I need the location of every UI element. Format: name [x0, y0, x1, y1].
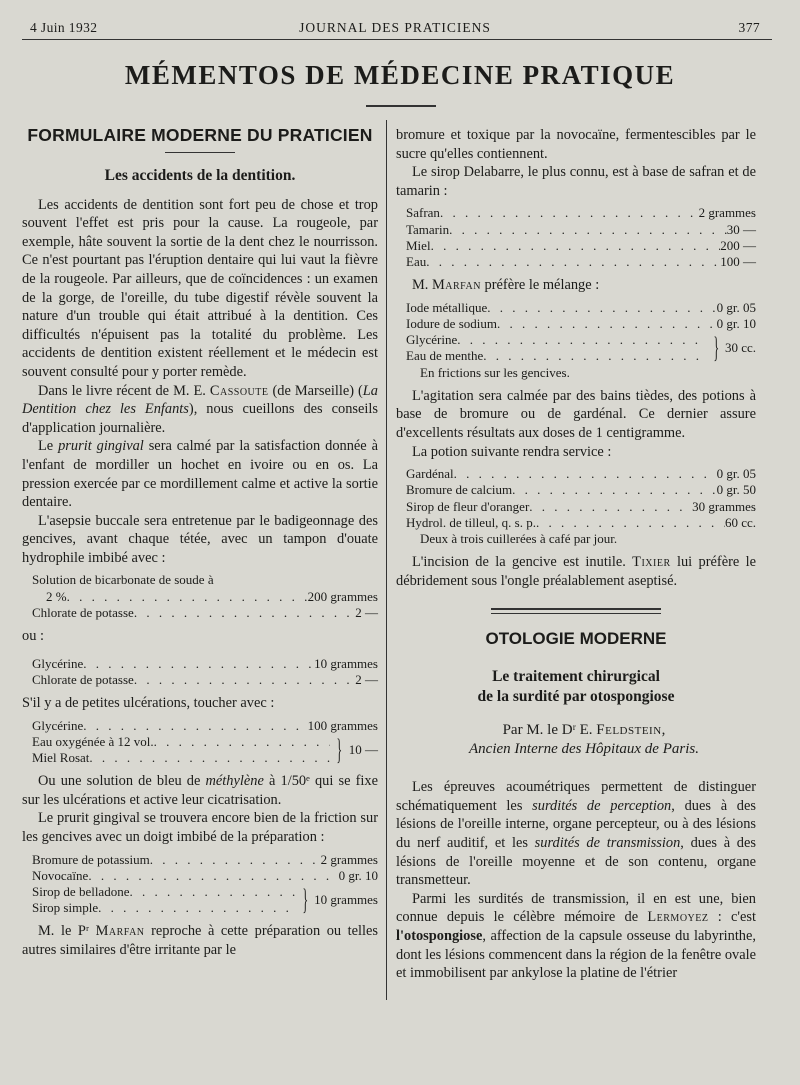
- leader-dots: [483, 348, 706, 364]
- leader-dots: [134, 672, 355, 688]
- rx-ingredient: Solution de bicarbonate de soude à: [32, 572, 214, 588]
- section-title-formulaire: FORMULAIRE MODERNE DU PRATICIEN: [27, 125, 373, 145]
- text: M.: [412, 277, 432, 294]
- paragraph: [396, 553, 756, 590]
- rx-line: [32, 589, 378, 605]
- rx-line: [32, 900, 296, 916]
- rx-quantity: 100 —: [720, 253, 756, 269]
- rx-quantity: 200 grammes: [307, 588, 378, 604]
- leader-dots: [449, 222, 727, 238]
- leader-dots: [426, 254, 720, 270]
- term: méthylène: [205, 773, 264, 790]
- text: M. le Pʳ: [38, 923, 96, 940]
- rx-quantity: 30 cc.: [724, 340, 756, 356]
- rx-line: [32, 750, 330, 766]
- rx-quantity: 30 —: [726, 221, 756, 237]
- rx-ingredient: Glycérine: [32, 717, 84, 733]
- rx-ingredient: Sirop de fleur d'oranger: [406, 498, 530, 514]
- paragraph: L'asepsie buccale sera entretenue par le badigeonnage des gencives, avant chaque tétée, avec un tampon d'ouate hydrophile imbibé avec :: [22, 512, 378, 566]
- rx-quantity: 10 grammes: [314, 892, 378, 908]
- term: prurit gingival: [58, 438, 144, 455]
- rx-line: [32, 868, 378, 884]
- rx-quantity: 100 grammes: [307, 717, 378, 733]
- rx-quantity: 10 —: [348, 741, 378, 757]
- paragraph: Les accidents de dentition sont fort peu de chose et trop souvent l'effet est pris pour la cause. La rougeole, par exemple, hâte souvent la sortie de la dent chez le nourrisson. Ce n'est pourtant pas l'éruption dentaire qui lui vaut la fièvre de la rougeole. Par ailleurs, que de coïncidences : un examen de la gorge, de l'oreille, du tube digestif révèle souvent la nature d'un trouble qui était attribué à la dentition. Ces difficultés n'épuisent pas la totalité du problème. Les accidents de dentition existent réellement et le médecin est souvent consulté pour y porter remède.: [22, 196, 378, 380]
- rx-line: [32, 734, 330, 750]
- leader-dots: [88, 868, 338, 884]
- paragraph: [22, 922, 378, 959]
- leader-dots: [67, 589, 308, 605]
- rx-quantity: 0 gr. 10: [716, 315, 756, 331]
- author-name: Marfan: [432, 277, 481, 294]
- rx-ingredient: Chlorate de potasse: [32, 604, 134, 620]
- prescription-5: [406, 205, 756, 270]
- section-rule: [165, 152, 235, 153]
- author-name: Tixier: [632, 554, 671, 571]
- title-rule: [366, 105, 436, 107]
- rx-line: [32, 884, 296, 900]
- rx-ingredient: Glycérine: [32, 655, 84, 671]
- rx-line: [32, 718, 378, 734]
- text: , dues à des lésions de l'oreille moyenne et de son contenu, organe transmetteur.: [396, 834, 756, 889]
- rx-quantity: 30 grammes: [692, 498, 756, 514]
- article-title-line: Le traitement chirurgical: [492, 667, 660, 685]
- leader-dots: [83, 656, 314, 672]
- prescription-7: [406, 466, 756, 547]
- rx-quantity: 0 gr. 50: [716, 482, 756, 498]
- rx-ingredient: Eau oxygénée à 12 vol.: [32, 733, 154, 749]
- rx-ingredient: Eau de menthe: [406, 348, 484, 364]
- rx-quantity: 0 gr. 10: [338, 867, 378, 883]
- rx-line: [406, 466, 756, 482]
- rx-ingredient: Bromure de potassium: [32, 851, 150, 867]
- text: reproche à cette préparation ou telles autres similaires d'être irritante par le: [22, 923, 379, 959]
- rx-quantity: 0 gr. 05: [716, 299, 756, 315]
- text: ), nous cueillons des conseils d'application journalière.: [22, 401, 378, 436]
- text: , affection de la capsule osseuse du labyrinthe, dont les lésions commencent dans la région de la fenêtre ovale et immobilisent par ankylose la platine de l'étrier: [396, 927, 756, 982]
- leader-dots: [83, 718, 307, 734]
- rx-note: Deux à trois cuillerées à café par jour.: [420, 530, 618, 546]
- rx-quantity: 10 grammes: [314, 655, 378, 671]
- left-column: [22, 124, 378, 960]
- paragraph: [396, 778, 756, 890]
- rx-line: [406, 238, 756, 254]
- rx-ingredient: Miel: [406, 237, 431, 253]
- text: , dues à des lésions de l'oreille interne, organe percepteur, ou à des lésions du nerf auditif, et les: [396, 797, 756, 851]
- text: sera calmé par la satisfaction donnée à l'enfant de mordiller un hochet en ivoire ou en os. La pression exercée par ce mordillement calme et active la sortie dentaire.: [22, 438, 378, 511]
- text: à 1/50ᵉ qui se fixe sur les ulcérations et active leur cicatrisation.: [22, 773, 378, 808]
- text: Par M. le Dʳ E.: [502, 721, 597, 738]
- journal-name: JOURNAL DES PRATICIENS: [299, 20, 491, 35]
- leader-dots: [150, 852, 321, 868]
- rx-line: [406, 515, 756, 531]
- subtitle-dentition: Les accidents de la dentition.: [104, 167, 296, 184]
- paragraph: [396, 276, 756, 295]
- rx-line: [406, 348, 707, 364]
- paragraph: [396, 890, 756, 983]
- rx-ingredient: Tamarin: [406, 221, 450, 237]
- rx-brace-group: [32, 734, 378, 766]
- rx-line: [406, 205, 756, 221]
- prescription-2: [32, 656, 378, 688]
- rx-ingredient: Hydrol. de tilleul, q. s. p.: [406, 514, 536, 530]
- rx-ingredient: 2 %: [46, 588, 67, 604]
- leader-dots: [154, 734, 331, 750]
- rx-brace-group: [32, 884, 378, 916]
- leader-dots: [89, 750, 330, 766]
- rx-ingredient: Eau: [406, 253, 427, 269]
- rx-line: [32, 852, 378, 868]
- rx-brace-group: [406, 332, 756, 364]
- rx-line: [32, 572, 378, 588]
- rx-line: [406, 499, 756, 515]
- leader-dots: [454, 466, 717, 482]
- rx-ingredient: Miel Rosat: [32, 750, 90, 766]
- rx-note: En frictions sur les gencives.: [420, 364, 570, 380]
- text: Parmi les surdités de transmission, il en est une, bien connue depuis le célèbre mémoire de: [396, 890, 756, 926]
- article-title: [396, 667, 756, 707]
- brace-icon: }: [712, 331, 719, 365]
- rx-ingredient: Glycérine: [406, 332, 458, 348]
- rx-quantity: 200 —: [720, 237, 756, 253]
- text: L'incision de la gencive est inutile.: [412, 554, 633, 571]
- leader-dots: [440, 205, 699, 221]
- paragraph: Le sirop Delabarre, le plus connu, est à base de safran et de tamarin :: [396, 164, 756, 199]
- rx-line: [406, 482, 756, 498]
- brace-icon: }: [302, 883, 308, 917]
- rx-line: [32, 605, 378, 621]
- header-rule: [22, 39, 772, 40]
- leader-dots: [431, 238, 721, 254]
- text: Dans le livre récent de M. E.: [38, 382, 210, 399]
- page-number: 377: [738, 20, 760, 35]
- text: (de Marseille) (: [268, 382, 363, 399]
- text: lui préfère le débridement sous l'ongle préalablement aseptisé.: [396, 554, 757, 589]
- rx-ingredient: Iodure de sodium: [406, 315, 497, 331]
- leader-dots: [536, 515, 725, 531]
- prescription-4: [32, 852, 378, 917]
- rx-quantity: 2 —: [355, 604, 378, 620]
- rx-line: [406, 316, 756, 332]
- rx-line: [406, 300, 756, 316]
- rx-quantity: 2 grammes: [320, 851, 378, 867]
- rx-quantity: 2 —: [355, 671, 378, 687]
- author-name: Feldstein: [596, 721, 662, 738]
- paragraph: [22, 437, 378, 511]
- book-title: La Dentition chez les Enfants: [22, 382, 378, 418]
- leader-dots: [487, 300, 716, 316]
- text: Ou une solution de bleu de: [38, 773, 206, 790]
- text: ,: [661, 721, 666, 738]
- term: surdités de perception: [532, 797, 672, 814]
- main-title: MÉMENTOS DE MÉDECINE PRATIQUE: [124, 60, 676, 90]
- paragraph: [22, 382, 378, 438]
- leader-dots: [512, 482, 716, 498]
- paragraph: S'il y a de petites ulcérations, toucher avec :: [22, 695, 275, 712]
- issue-date: 4 Juin 1932: [30, 20, 98, 35]
- author-name: Marfan: [95, 923, 145, 940]
- prescription-1: [32, 572, 378, 621]
- text: : c'est: [708, 909, 756, 926]
- article-title-line: de la surdité par otospongiose: [477, 687, 675, 705]
- term: surdités de transmission: [534, 834, 681, 851]
- prescription-3: [32, 718, 378, 767]
- paragraph: bromure et toxique par la novocaïne, fermentescibles par le sucre qu'elles contiennent.: [396, 127, 756, 162]
- rx-line: [32, 672, 378, 688]
- author-name: Cassoute: [209, 382, 269, 399]
- paragraph: [22, 772, 378, 809]
- leader-dots: [497, 316, 717, 332]
- term: l'otospongiose: [396, 927, 483, 944]
- rx-quantity: 60 cc.: [724, 514, 756, 530]
- paragraph: La potion suivante rendra service :: [412, 443, 612, 460]
- rx-ingredient: Sirop simple: [32, 900, 99, 916]
- author-affiliation: Ancien Interne des Hôpitaux de Paris.: [469, 740, 699, 757]
- brace-icon: }: [336, 733, 343, 767]
- leader-dots: [134, 605, 355, 621]
- rx-quantity: 0 gr. 05: [716, 466, 756, 482]
- rx-line: [406, 222, 756, 238]
- text: préfère le mélange :: [480, 277, 600, 294]
- rx-quantity: 2 grammes: [698, 205, 756, 221]
- conjunction: ou :: [22, 628, 44, 645]
- column-divider: [386, 120, 387, 1000]
- right-column: [396, 126, 756, 983]
- paragraph: L'agitation sera calmée par des bains tièdes, des potions à base de bromure ou de gardénal. Ce dernier assure d'excellents résultats aux doses de 1 centigramme.: [396, 387, 756, 441]
- byline: [396, 721, 756, 740]
- rx-line: [406, 254, 756, 270]
- rx-ingredient: Novocaïne: [32, 867, 89, 883]
- rx-ingredient: Safran: [406, 205, 440, 221]
- prescription-6: [406, 300, 756, 381]
- paragraph: Le prurit gingival se trouvera encore bien de la friction sur les gencives avec un doigt imbibé de la préparation :: [22, 810, 378, 846]
- rx-ingredient: Iode métallique: [406, 299, 488, 315]
- leader-dots: [129, 884, 295, 900]
- section-title-otologie: OTOLOGIE MODERNE: [485, 629, 667, 649]
- rx-ingredient: Bromure de calcium: [406, 482, 513, 498]
- section-separator: [491, 608, 661, 614]
- leader-dots: [98, 900, 296, 916]
- leader-dots: [529, 499, 692, 515]
- rx-line: [406, 332, 707, 348]
- rx-ingredient: Gardénal: [406, 466, 454, 482]
- text: Le: [38, 438, 59, 455]
- rx-ingredient: Chlorate de potasse: [32, 671, 134, 687]
- rx-ingredient: Sirop de belladone: [32, 884, 130, 900]
- text: Les épreuves acoumétriques permettent de distinguer schématiquement les: [396, 779, 756, 814]
- author-name: Lermoyez: [647, 909, 709, 926]
- leader-dots: [457, 332, 706, 348]
- rx-line: [32, 656, 378, 672]
- running-header: [30, 20, 760, 40]
